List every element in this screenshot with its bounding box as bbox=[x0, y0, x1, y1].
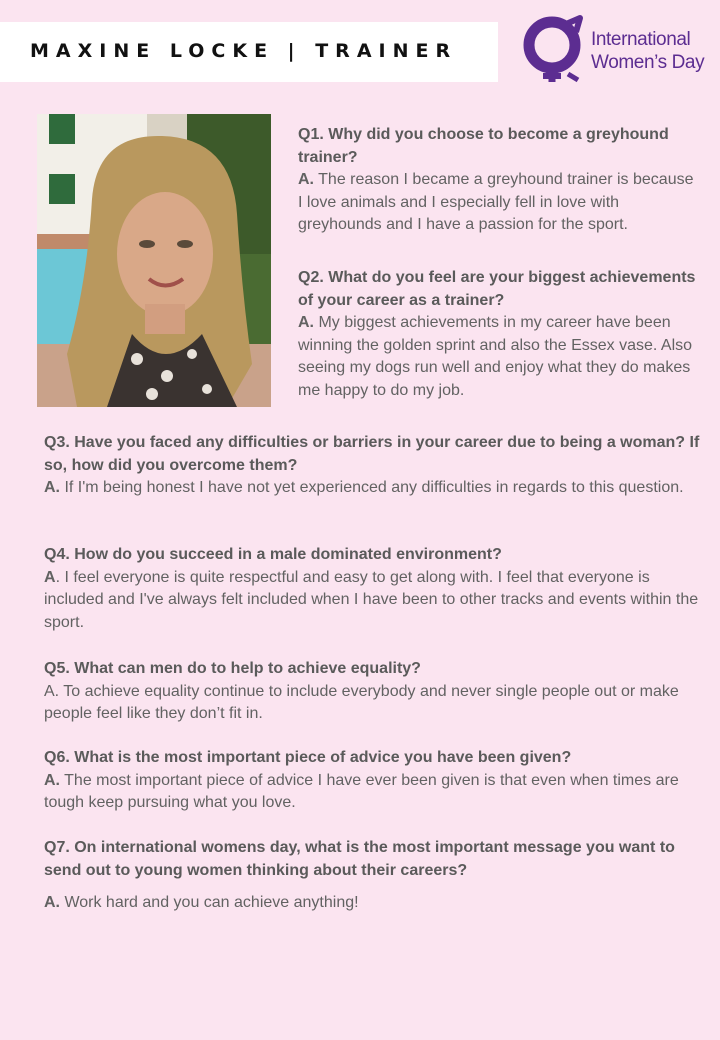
question: Q5. What can men do to help to achieve equality? bbox=[44, 660, 421, 677]
question: Q6. What is the most important piece of advice you have been given? bbox=[44, 749, 572, 766]
qa-item-5 bbox=[44, 658, 704, 726]
answer: If I'm being honest I have not yet experienced any difficulties in regards to this question. bbox=[60, 479, 684, 496]
qa-item-2 bbox=[298, 267, 700, 402]
answer-label: A. bbox=[44, 894, 60, 911]
question: Q2. What do you feel are your biggest achievements of your career as a trainer? bbox=[298, 269, 696, 309]
logo-line1: International bbox=[591, 29, 691, 50]
answer-label: A bbox=[44, 568, 56, 586]
answer: The reason I became a greyhound trainer is because I love animals and I especially fell in love with greyhounds and I have a passion for the sport. bbox=[298, 171, 694, 233]
qa-item-6 bbox=[44, 747, 704, 815]
iwd-logo-text bbox=[591, 28, 704, 74]
answer: A. To achieve equality continue to include everybody and never single people out or make people feel like they don’t fit in. bbox=[44, 682, 679, 722]
logo-line2: Women’s Day bbox=[591, 52, 705, 73]
question: Q1. Why did you choose to become a greyhound trainer? bbox=[298, 126, 669, 166]
page-title: MAXINE LOCKE | TRAINER bbox=[30, 40, 458, 62]
question: Q7. On international womens day, what is the most important message you want to send out to young women thinking about their careers? bbox=[44, 839, 675, 879]
question: Q4. How do you succeed in a male dominated environment? bbox=[44, 546, 502, 563]
answer: Work hard and you can achieve anything! bbox=[60, 894, 359, 911]
qa-item-3 bbox=[44, 432, 704, 500]
answer-label: A. bbox=[44, 771, 60, 789]
answer-label: A. bbox=[298, 171, 314, 188]
answer: My biggest achievements in my career have been winning the golden sprint and also the Essex vase. Also seeing my dogs run well and enjoy what they do makes me happy to do my job. bbox=[298, 314, 693, 399]
answer: . I feel everyone is quite respectful and easy to get along with. I feel that everyone is included and I've always felt included when I have been to other tracks and events within the sport. bbox=[44, 568, 699, 631]
question: Q3. Have you faced any difficulties or barriers in your career due to being a woman? If so, how did you overcome them? bbox=[44, 434, 700, 474]
portrait-photo bbox=[37, 114, 271, 407]
qa-item-7 bbox=[44, 837, 704, 915]
answer-label: A. bbox=[298, 314, 314, 331]
qa-item-1 bbox=[298, 124, 700, 237]
answer-label: A. bbox=[44, 479, 60, 496]
qa-item-4 bbox=[44, 544, 704, 634]
answer: The most important piece of advice I have ever been given is that even when times are tough keep pursuing what you love. bbox=[44, 771, 679, 811]
